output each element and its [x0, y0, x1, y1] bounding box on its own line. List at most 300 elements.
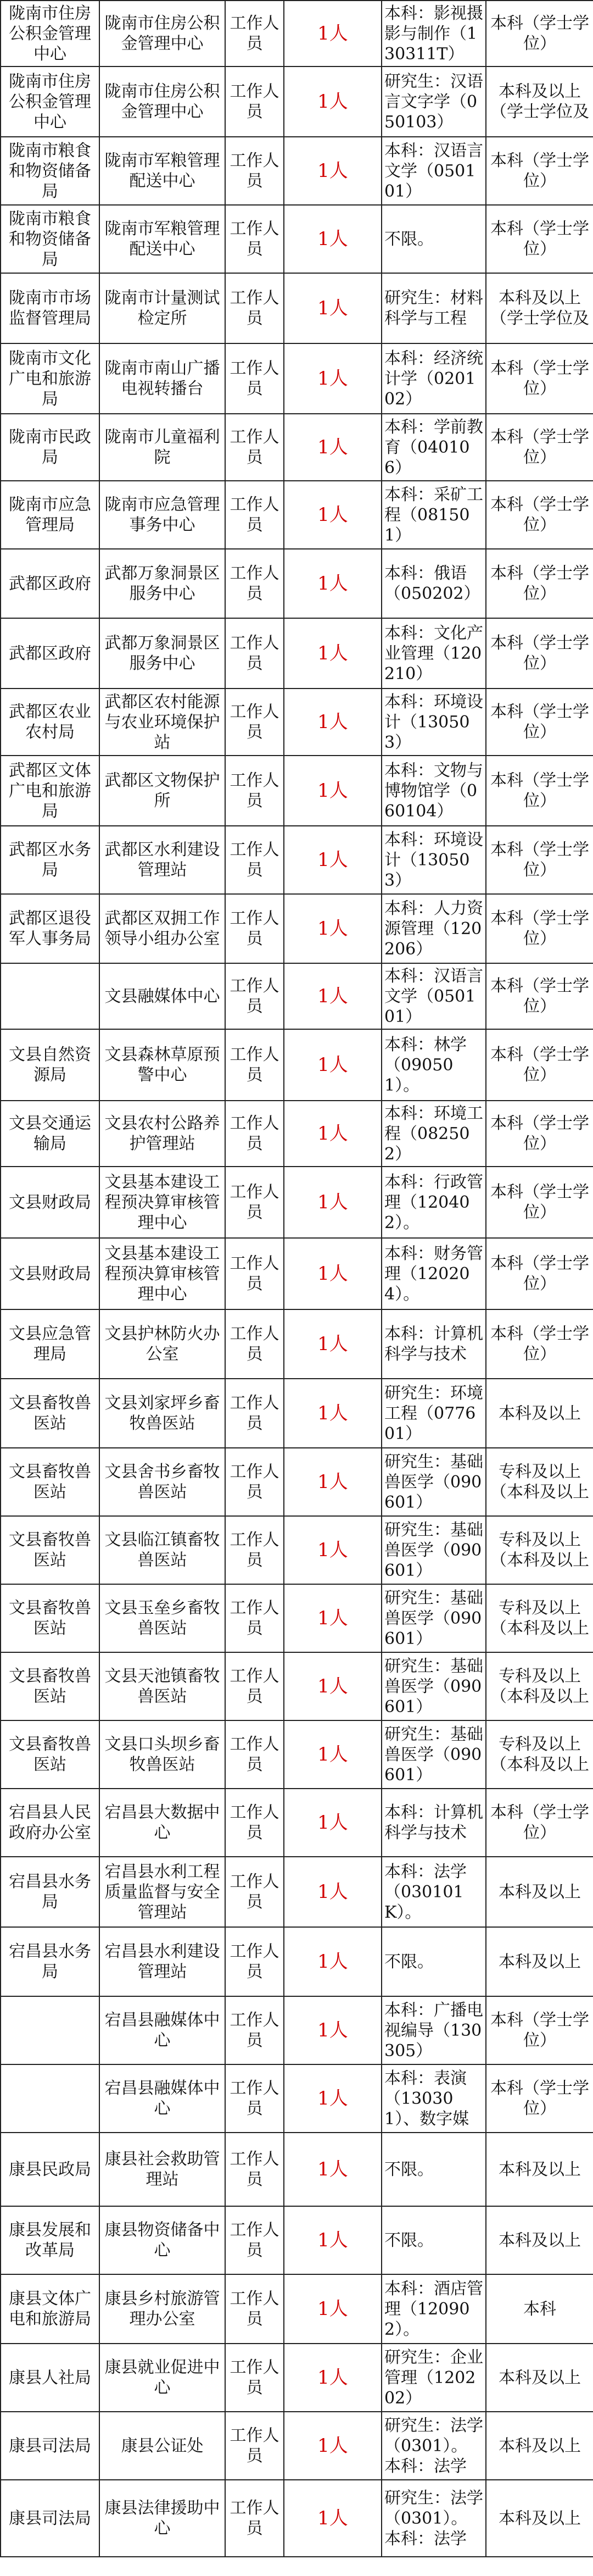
quota-cell-text: 1人 — [317, 1403, 348, 1424]
education-cell — [486, 756, 593, 826]
quota-cell — [284, 1927, 382, 1996]
unit-cell-text: 陇南市军粮管理配送中心 — [104, 151, 220, 191]
unit-cell-text: 陇南市军粮管理配送中心 — [104, 219, 220, 259]
quota-cell-text: 1人 — [317, 918, 348, 939]
education-cell — [486, 2274, 593, 2344]
education-cell-text: 本科 — [523, 2299, 556, 2319]
staff-type-cell-text: 工作人员 — [230, 359, 279, 398]
quota-cell-text: 1人 — [317, 2088, 348, 2109]
quota-cell-text: 1人 — [317, 1881, 348, 1902]
education-cell — [486, 1238, 593, 1309]
quota-cell — [284, 343, 382, 414]
table-row — [1, 2344, 593, 2412]
major-cell — [382, 1, 486, 66]
dept-cell — [1, 137, 99, 205]
major-cell — [382, 2064, 486, 2133]
quota-cell — [284, 2274, 382, 2344]
quota-cell-text: 1人 — [317, 712, 348, 732]
major-cell-text: 本科：计算机科学与技术 — [384, 1803, 483, 1842]
quota-cell — [284, 618, 382, 689]
unit-cell-text: 宕昌县融媒体中心 — [104, 2079, 220, 2118]
unit-cell-text: 宕昌县融媒体中心 — [104, 2011, 220, 2050]
education-cell-text: 本科（学士学位） — [490, 771, 589, 810]
education-cell-text: 本科（学士学位） — [490, 1254, 589, 1293]
education-cell-text: 本科（学士学位） — [490, 2079, 589, 2118]
staff-type-cell — [225, 826, 284, 894]
major-cell-text: 本科：经济统计学（020102） — [384, 348, 483, 409]
major-cell-text: 本科：表演（130301）、数字媒 — [384, 2068, 469, 2129]
staff-type-cell-text: 工作人员 — [230, 1182, 279, 1222]
unit-cell — [99, 481, 225, 549]
unit-cell-text: 陇南市住房公积金管理中心 — [104, 14, 220, 53]
quota-cell-text: 1人 — [317, 368, 348, 389]
table-row — [1, 1720, 593, 1789]
table-row — [1, 205, 593, 273]
staff-type-cell-text: 工作人员 — [230, 909, 279, 948]
major-cell-text: 本科：林学（090501）。 — [384, 1035, 467, 1095]
dept-cell-text: 文县畜牧兽医站 — [9, 1735, 91, 1774]
table-row — [1, 2133, 593, 2206]
staff-type-cell-text: 工作人员 — [230, 1114, 279, 1153]
dept-cell-text: 陇南市住房公积金管理中心 — [9, 71, 91, 132]
major-cell — [382, 894, 486, 963]
major-cell-text: 本科：环境设计（130503） — [384, 830, 483, 890]
major-cell — [382, 343, 486, 414]
dept-cell — [1, 273, 99, 343]
staff-type-cell — [225, 1516, 284, 1584]
dept-cell-text: 武都区政府 — [9, 574, 91, 593]
unit-cell — [99, 1996, 225, 2064]
table-row — [1, 481, 593, 549]
unit-cell-text: 武都区双拥工作领导小组办公室 — [104, 909, 220, 948]
quota-cell-text: 1人 — [317, 2367, 348, 2388]
table-row — [1, 1448, 593, 1516]
major-cell-text: 不限。 — [384, 229, 434, 249]
quota-cell-text: 1人 — [317, 1123, 348, 1144]
quota-cell-text: 1人 — [317, 850, 348, 870]
education-cell — [486, 66, 593, 137]
staff-type-cell-text: 工作人员 — [230, 1254, 279, 1293]
unit-cell-text: 宕昌县大数据中心 — [104, 1803, 220, 1842]
major-cell-text: 本科：财务管理（120204）。 — [384, 1243, 483, 1304]
dept-cell-text: 陇南市住房公积金管理中心 — [9, 3, 91, 64]
quota-cell-text: 1人 — [317, 23, 348, 44]
education-cell — [486, 894, 593, 963]
unit-cell — [99, 549, 225, 618]
quota-cell — [284, 137, 382, 205]
quota-cell — [284, 1720, 382, 1789]
quota-cell-text: 1人 — [317, 643, 348, 664]
dept-cell-text: 文县畜牧兽医站 — [9, 1598, 91, 1638]
quota-cell — [284, 414, 382, 481]
staff-type-cell — [225, 1, 284, 66]
staff-type-cell-text: 工作人员 — [230, 2220, 279, 2260]
unit-cell — [99, 618, 225, 689]
quota-cell-text: 1人 — [317, 2020, 348, 2041]
dept-cell-text: 康县司法局 — [9, 2436, 91, 2456]
quota-cell — [284, 2133, 382, 2206]
staff-type-cell — [225, 1996, 284, 2064]
major-cell-text: 研究生：基础兽医学（090601） — [384, 1520, 483, 1580]
staff-type-cell — [225, 343, 284, 414]
staff-type-cell-text: 工作人员 — [230, 564, 279, 603]
education-cell-text: 本科（学士学位） — [490, 14, 589, 53]
major-cell — [382, 1167, 486, 1238]
dept-cell — [1, 66, 99, 137]
table-row — [1, 1, 593, 66]
unit-cell — [99, 1238, 225, 1309]
education-cell — [486, 1101, 593, 1167]
major-cell-text: 本科：人力资源管理（120206） — [384, 898, 483, 959]
education-cell — [486, 2412, 593, 2480]
staff-type-cell — [225, 1927, 284, 1996]
table-row — [1, 414, 593, 481]
education-cell — [486, 2480, 593, 2557]
quota-cell-text: 1人 — [317, 2159, 348, 2180]
major-cell — [382, 689, 486, 756]
staff-type-cell — [225, 2206, 284, 2274]
education-cell-text: 本科（学士学位） — [490, 909, 589, 948]
dept-cell — [1, 1584, 99, 1652]
dept-cell — [1, 2344, 99, 2412]
unit-cell-text: 康县乡村旅游管理办公室 — [104, 2289, 220, 2329]
dept-cell-text: 陇南市市场监督管理局 — [9, 288, 91, 328]
unit-cell — [99, 2206, 225, 2274]
dept-cell-text: 康县司法局 — [9, 2508, 91, 2528]
dept-cell — [1, 1309, 99, 1379]
unit-cell — [99, 2344, 225, 2412]
major-cell — [382, 1379, 486, 1448]
table-row — [1, 1516, 593, 1584]
staff-type-cell — [225, 689, 284, 756]
education-cell — [486, 1996, 593, 2064]
unit-cell — [99, 1379, 225, 1448]
dept-cell — [1, 1720, 99, 1789]
dept-cell — [1, 2133, 99, 2206]
major-cell — [382, 2206, 486, 2274]
quota-cell — [284, 2344, 382, 2412]
table-row — [1, 2274, 593, 2344]
unit-cell — [99, 1652, 225, 1720]
staff-type-cell-text: 工作人员 — [230, 2150, 279, 2189]
education-cell-text: 本科及以上 — [499, 1952, 581, 1972]
education-cell-text: 本科及以上 — [499, 2230, 581, 2250]
dept-cell — [1, 343, 99, 414]
dept-cell-text: 康县发展和改革局 — [9, 2220, 91, 2260]
dept-cell — [1, 1029, 99, 1101]
major-cell — [382, 1238, 486, 1309]
dept-cell — [1, 1857, 99, 1927]
major-cell — [382, 1652, 486, 1720]
dept-cell — [1, 549, 99, 618]
education-cell-text: 本科（学士学位） — [490, 634, 589, 673]
major-cell — [382, 1516, 486, 1584]
education-cell-text: 专科及以上（本科及以上 — [490, 1735, 589, 1774]
quota-cell-text: 1人 — [317, 1676, 348, 1697]
dept-cell — [1, 1516, 99, 1584]
staff-type-cell-text: 工作人员 — [230, 1394, 279, 1433]
education-cell — [486, 137, 593, 205]
dept-cell-text: 康县人社局 — [9, 2368, 91, 2388]
quota-cell — [284, 1584, 382, 1652]
staff-type-cell-text: 工作人员 — [230, 14, 279, 53]
dept-cell-text: 文县应急管理局 — [9, 1324, 91, 1364]
table-row — [1, 1652, 593, 1720]
table-row — [1, 689, 593, 756]
staff-type-cell — [225, 1309, 284, 1379]
table-row — [1, 2412, 593, 2480]
quota-cell — [284, 1309, 382, 1379]
dept-cell-text: 武都区水务局 — [9, 840, 91, 880]
table-row — [1, 963, 593, 1029]
unit-cell — [99, 1448, 225, 1516]
unit-cell-text: 武都万象洞景区服务中心 — [104, 634, 220, 673]
education-cell-text: 本科（学士学位） — [490, 151, 589, 191]
quota-cell — [284, 826, 382, 894]
table-row — [1, 66, 593, 137]
education-cell-text: 本科（学士学位） — [490, 495, 589, 535]
dept-cell-text: 陇南市粮食和物资储备局 — [9, 209, 91, 269]
education-cell-text: 本科（学士学位） — [490, 219, 589, 259]
major-cell-text: 研究生：基础兽医学（090601） — [384, 1724, 483, 1785]
unit-cell-text: 陇南市住房公积金管理中心 — [104, 82, 220, 121]
quota-cell — [284, 273, 382, 343]
unit-cell — [99, 137, 225, 205]
unit-cell-text: 文县森林草原预警中心 — [104, 1045, 220, 1085]
education-cell-text: 本科及以上 — [499, 2508, 581, 2528]
staff-type-cell — [225, 1857, 284, 1927]
dept-cell-text: 陇南市粮食和物资储备局 — [9, 141, 91, 201]
staff-type-cell — [225, 137, 284, 205]
major-cell-text: 不限。 — [384, 2159, 434, 2179]
quota-cell — [284, 1448, 382, 1516]
staff-type-cell — [225, 481, 284, 549]
quota-cell-text: 1人 — [317, 160, 348, 181]
quota-cell — [284, 549, 382, 618]
major-cell — [382, 1720, 486, 1789]
dept-cell — [1, 2206, 99, 2274]
major-cell — [382, 2344, 486, 2412]
unit-cell — [99, 66, 225, 137]
table-row — [1, 1309, 593, 1379]
staff-type-cell-text: 工作人员 — [230, 151, 279, 191]
major-cell — [382, 1927, 486, 1996]
unit-cell — [99, 963, 225, 1029]
unit-cell — [99, 2274, 225, 2344]
unit-cell-text: 武都区农村能源与农业环境保护站 — [104, 692, 220, 752]
education-cell — [486, 273, 593, 343]
table-row — [1, 137, 593, 205]
staff-type-cell-text: 工作人员 — [230, 2499, 279, 2538]
dept-cell-text: 文县自然资源局 — [9, 1045, 91, 1085]
quota-cell — [284, 205, 382, 273]
major-cell — [382, 826, 486, 894]
major-cell — [382, 549, 486, 618]
table-row — [1, 826, 593, 894]
dept-cell-text: 康县民政局 — [9, 2159, 91, 2179]
table-row — [1, 618, 593, 689]
education-cell — [486, 1029, 593, 1101]
major-cell-text: 本科：学前教育（040106） — [384, 417, 483, 478]
staff-type-cell — [225, 66, 284, 137]
major-cell-text: 研究生：基础兽医学（090601） — [384, 1656, 483, 1717]
education-cell-text: 本科（学士学位） — [490, 1182, 589, 1222]
major-cell-text: 本科：文物与博物馆学（060104） — [384, 760, 483, 821]
quota-cell-text: 1人 — [317, 1540, 348, 1561]
staff-type-cell — [225, 2344, 284, 2412]
unit-cell-text: 康县就业促进中心 — [104, 2358, 220, 2397]
staff-type-cell — [225, 963, 284, 1029]
dept-cell-text: 康县文体广电和旅游局 — [9, 2289, 91, 2329]
quota-cell — [284, 2206, 382, 2274]
major-cell — [382, 205, 486, 273]
major-cell — [382, 273, 486, 343]
unit-cell-text: 康县法律援助中心 — [104, 2499, 220, 2538]
dept-cell — [1, 1379, 99, 1448]
education-cell-text: 本科（学士学位） — [490, 428, 589, 467]
quota-cell-text: 1人 — [317, 780, 348, 801]
dept-cell — [1, 618, 99, 689]
staff-type-cell — [225, 1167, 284, 1238]
unit-cell-text: 文县农村公路养护管理站 — [104, 1114, 220, 1153]
dept-cell — [1, 826, 99, 894]
education-cell — [486, 1379, 593, 1448]
staff-type-cell-text: 工作人员 — [230, 840, 279, 880]
dept-cell-text: 文县交通运输局 — [9, 1114, 91, 1153]
education-cell — [486, 2133, 593, 2206]
unit-cell-text: 康县社会救助管理站 — [104, 2150, 220, 2189]
education-cell-text: 本科及以上 — [499, 1403, 581, 1423]
major-cell-text: 本科：计算机科学与技术 — [384, 1324, 483, 1364]
staff-type-cell — [225, 414, 284, 481]
quota-cell-text: 1人 — [317, 1192, 348, 1213]
major-cell — [382, 1029, 486, 1101]
major-cell-text: 研究生：基础兽医学（090601） — [384, 1588, 483, 1648]
unit-cell — [99, 756, 225, 826]
unit-cell-text: 康县公证处 — [121, 2436, 204, 2456]
quota-cell-text: 1人 — [317, 1951, 348, 1972]
education-cell-text: 本科（学士学位） — [490, 976, 589, 1016]
quota-cell — [284, 1, 382, 66]
education-cell-text: 本科（学士学位） — [490, 1324, 589, 1364]
major-cell — [382, 1584, 486, 1652]
education-cell-text: 本科（学士学位） — [490, 1045, 589, 1085]
quota-cell — [284, 1996, 382, 2064]
education-cell — [486, 1167, 593, 1238]
major-cell — [382, 618, 486, 689]
quota-cell-text: 1人 — [317, 2508, 348, 2529]
unit-cell-text: 文县口头坝乡畜牧兽医站 — [104, 1735, 220, 1774]
table-row — [1, 1996, 593, 2064]
major-cell — [382, 2480, 486, 2557]
education-cell-text: 本科（学士学位） — [490, 840, 589, 880]
staff-type-cell — [225, 2274, 284, 2344]
major-cell-text: 本科：环境工程（082502） — [384, 1103, 483, 1164]
staff-type-cell — [225, 1448, 284, 1516]
major-cell-text: 研究生：环境工程（077601） — [384, 1383, 483, 1444]
dept-cell — [1, 2412, 99, 2480]
staff-type-cell — [225, 2133, 284, 2206]
major-cell-text: 本科：汉语言文学（050101） — [384, 141, 483, 201]
education-cell — [486, 1857, 593, 1927]
staff-type-cell — [225, 549, 284, 618]
major-cell — [382, 481, 486, 549]
dept-cell-text: 陇南市民政局 — [9, 428, 91, 467]
unit-cell — [99, 1516, 225, 1584]
dept-cell — [1, 2274, 99, 2344]
major-cell — [382, 1789, 486, 1857]
education-cell — [486, 343, 593, 414]
major-cell-text: 研究生：法学（0301）。本科：法学 — [384, 2488, 483, 2549]
dept-cell-text: 宕昌县人民政府办公室 — [9, 1803, 91, 1842]
unit-cell-text: 文县玉垒乡畜牧兽医站 — [104, 1598, 220, 1638]
dept-cell-text: 陇南市应急管理局 — [9, 495, 91, 535]
dept-cell — [1, 963, 99, 1029]
table-row — [1, 756, 593, 826]
unit-cell — [99, 1720, 225, 1789]
staff-type-cell-text: 工作人员 — [230, 2358, 279, 2397]
staff-type-cell — [225, 205, 284, 273]
dept-cell — [1, 1996, 99, 2064]
education-cell-text: 专科及以上（本科及以上 — [490, 1530, 589, 1570]
unit-cell-text: 陇南市儿童福利院 — [104, 428, 220, 467]
education-cell — [486, 205, 593, 273]
unit-cell-text: 文县融媒体中心 — [104, 986, 220, 1006]
staff-type-cell — [225, 2412, 284, 2480]
staff-type-cell-text: 工作人员 — [230, 1045, 279, 1085]
unit-cell-text: 武都区水利建设管理站 — [104, 840, 220, 880]
staff-type-cell — [225, 2480, 284, 2557]
unit-cell-text: 陇南市计量测试检定所 — [104, 288, 220, 328]
education-cell-text: 本科（学士学位） — [490, 359, 589, 398]
unit-cell — [99, 1101, 225, 1167]
dept-cell — [1, 1448, 99, 1516]
quota-cell — [284, 2064, 382, 2133]
major-cell-text: 本科：俄语（050202） — [384, 564, 480, 603]
major-cell — [382, 756, 486, 826]
major-cell-text: 研究生：汉语言文字学（050103） — [384, 71, 483, 132]
table-row — [1, 1789, 593, 1857]
staff-type-cell-text: 工作人员 — [230, 2011, 279, 2050]
staff-type-cell-text: 工作人员 — [230, 1872, 279, 1912]
education-cell — [486, 1, 593, 66]
unit-cell-text: 陇南市南山广播电视转播台 — [104, 359, 220, 398]
quota-cell — [284, 894, 382, 963]
quota-cell-text: 1人 — [317, 1744, 348, 1765]
staff-type-cell-text: 工作人员 — [230, 976, 279, 1016]
dept-cell — [1, 1101, 99, 1167]
major-cell-text: 研究生：材料科学与工程 — [384, 288, 483, 328]
staff-type-cell-text: 工作人员 — [230, 2079, 279, 2118]
quota-cell — [284, 1238, 382, 1309]
quota-cell — [284, 2412, 382, 2480]
education-cell — [486, 1448, 593, 1516]
staff-type-cell — [225, 273, 284, 343]
quota-cell-text: 1人 — [317, 573, 348, 594]
unit-cell-text: 文县刘家坪乡畜牧兽医站 — [104, 1394, 220, 1433]
major-cell-text: 本科：法学（030101K）。 — [384, 1862, 467, 1922]
quota-cell — [284, 1379, 382, 1448]
quota-cell-text: 1人 — [317, 2230, 348, 2251]
major-cell — [382, 137, 486, 205]
dept-cell-text: 文县畜牧兽医站 — [9, 1394, 91, 1433]
table-row — [1, 273, 593, 343]
major-cell — [382, 1101, 486, 1167]
dept-cell — [1, 1, 99, 66]
unit-cell — [99, 1309, 225, 1379]
dept-cell — [1, 1652, 99, 1720]
staff-type-cell-text: 工作人员 — [230, 634, 279, 673]
